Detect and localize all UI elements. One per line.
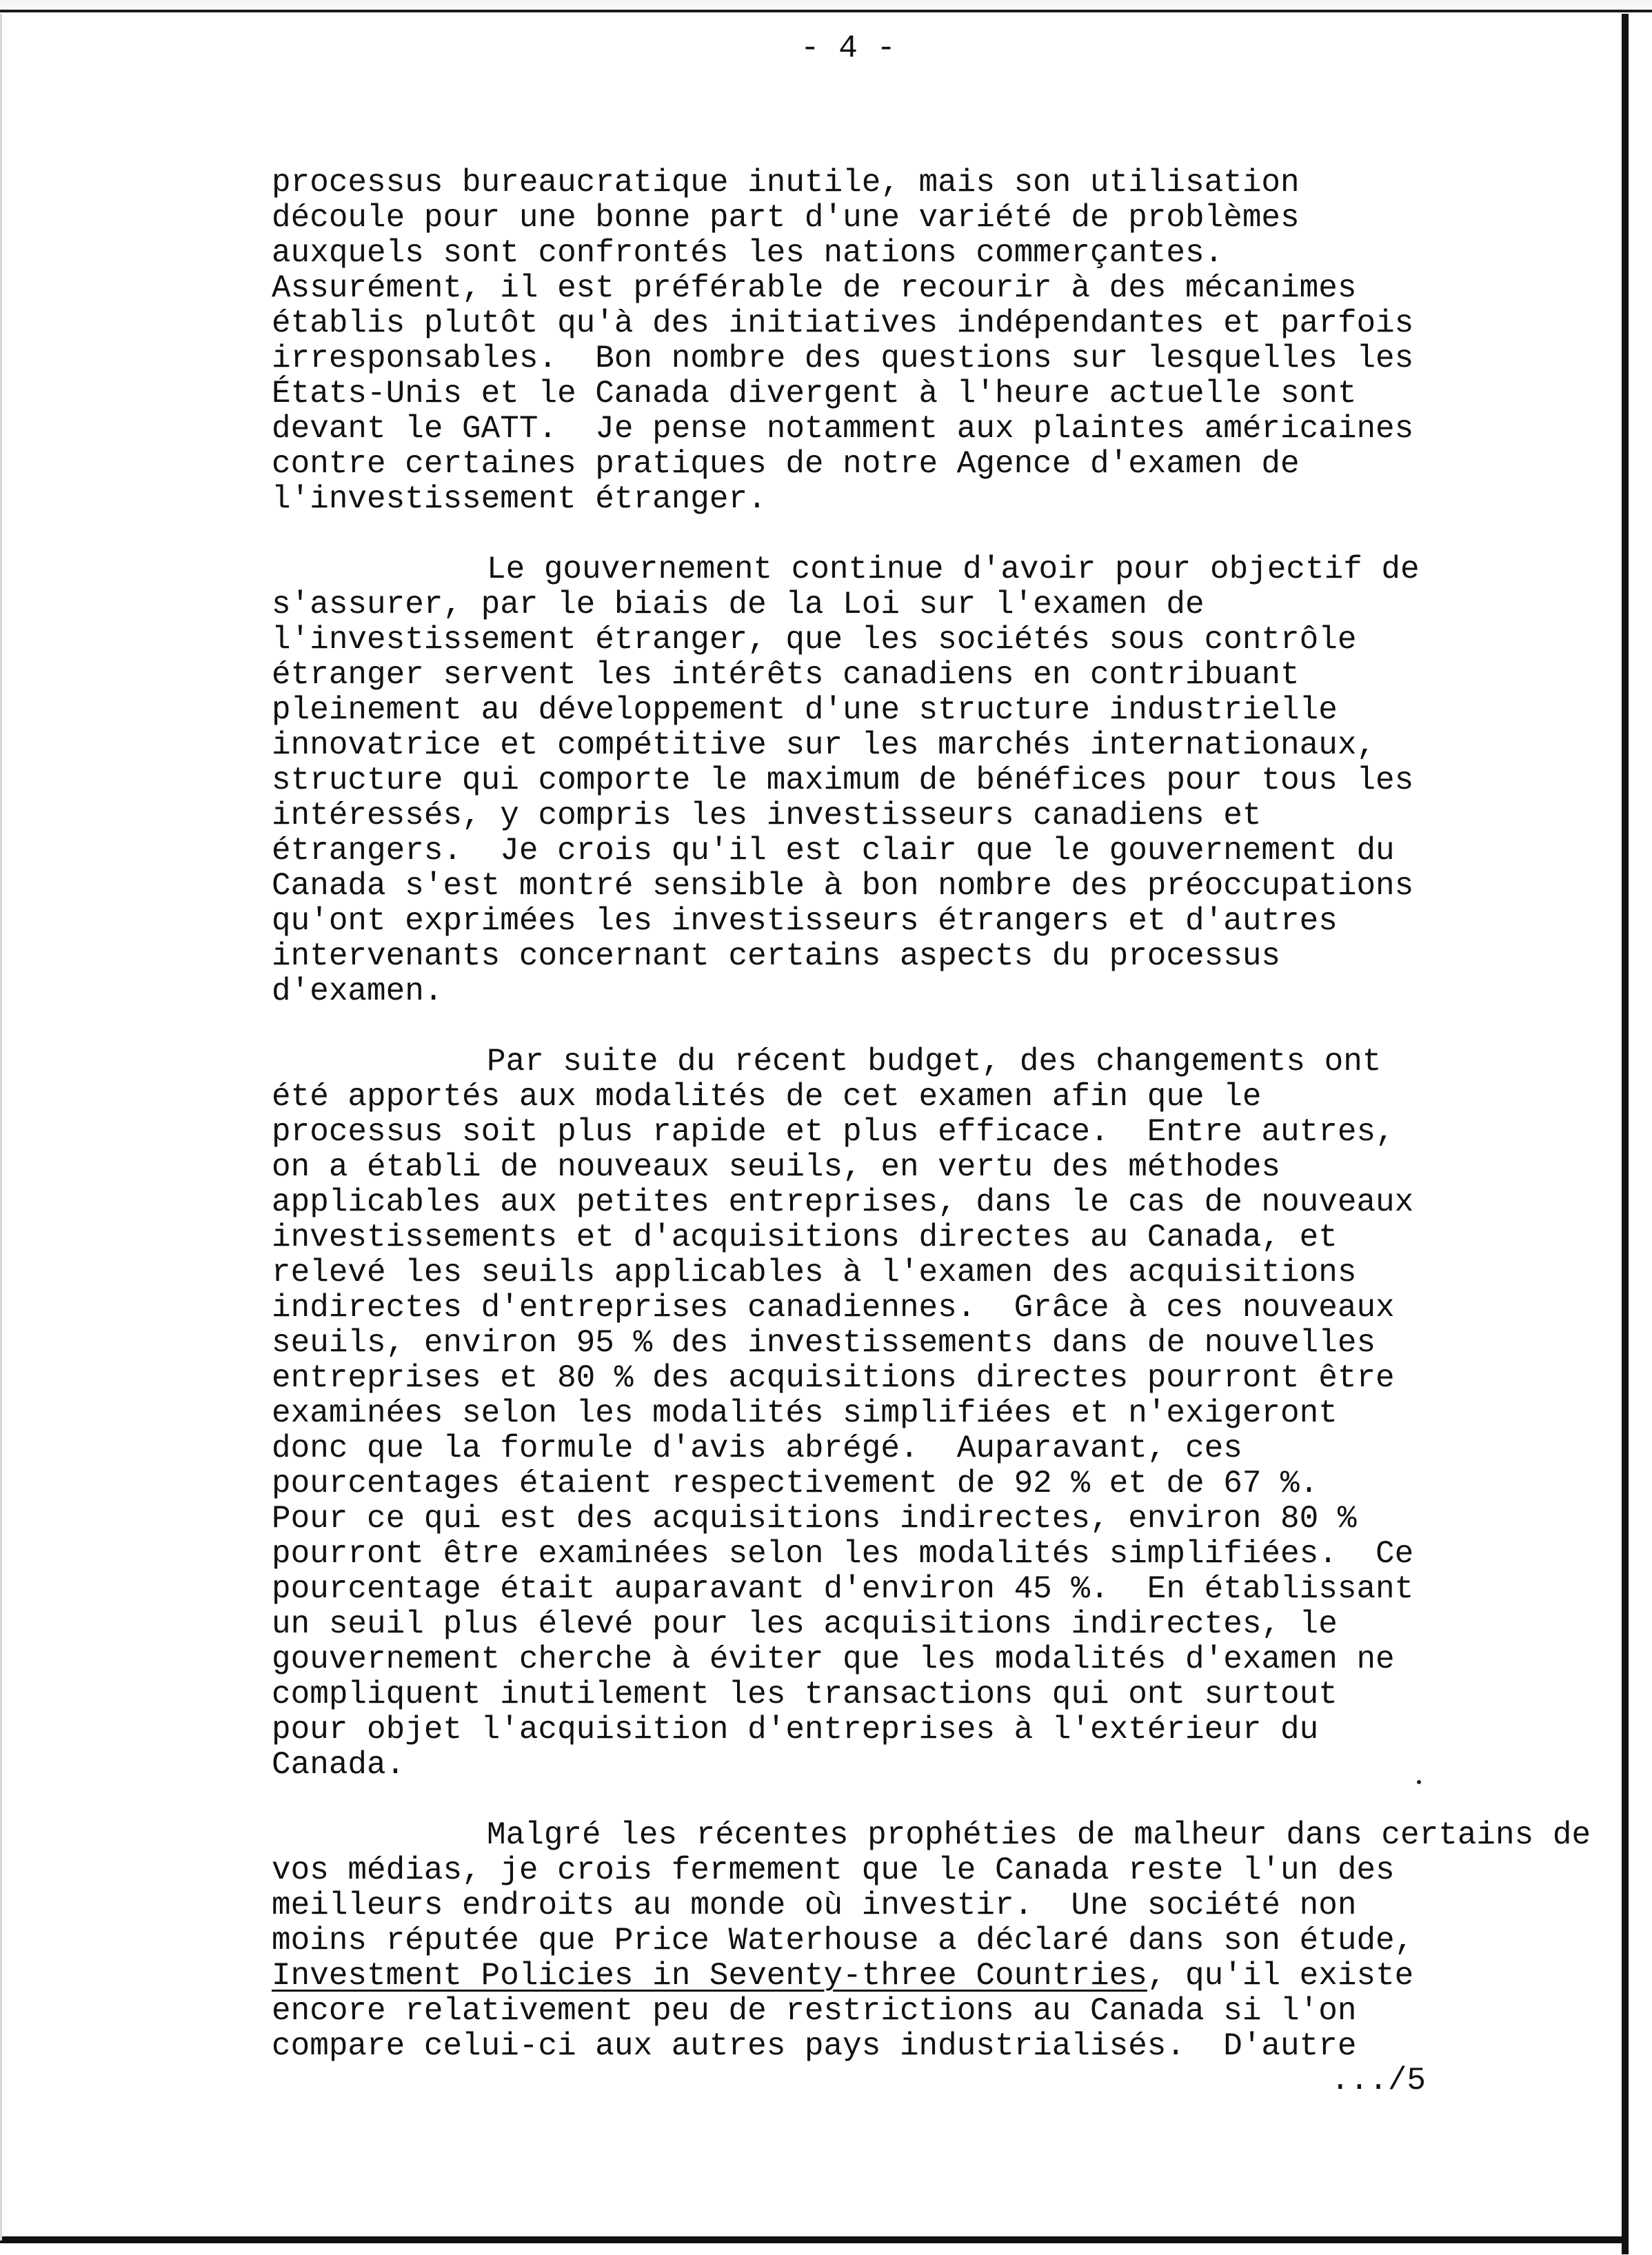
document-body (272, 165, 1591, 2064)
text-line: compare celui-ci aux autres pays industrialisés. D'autre (272, 2028, 1357, 2064)
continuation-marker: .../5 (1331, 2063, 1427, 2099)
paragraph-2 (272, 552, 1533, 1009)
text-line: pourcentages étaient respectivement de 92 % et de 67 %. (272, 1466, 1319, 1501)
text-line: entreprises et 80 % des acquisitions directes pourront être (272, 1360, 1395, 1396)
text-line: vos médias, je crois fermement que le Canada reste l'un des (272, 1852, 1395, 1888)
text-line: établis plutôt qu'à des initiatives indépendantes et parfois (272, 305, 1414, 341)
text-line: investissements et d'acquisitions directes au Canada, et (272, 1220, 1338, 1255)
text-line: l'investissement étranger. (272, 481, 767, 517)
text-line: processus bureaucratique inutile, mais son utilisation (272, 165, 1300, 201)
text-line: intéressés, y compris les investisseurs canadiens et (272, 798, 1262, 833)
paragraph-4 (272, 1817, 1591, 2064)
text-line: gouvernement cherche à éviter que les modalités d'examen ne (272, 1641, 1395, 1677)
text-line: été apportés aux modalités de cet examen afin que le (272, 1079, 1262, 1115)
scan-border-right (1622, 14, 1629, 2254)
scan-border-top (0, 10, 1652, 12)
text-line: devant le GATT. Je pense notamment aux plaintes américaines (272, 411, 1414, 447)
text-line: relevé les seuils applicables à l'examen des acquisitions (272, 1255, 1357, 1291)
paragraph-spacer (272, 1009, 1533, 1044)
text-line: contre certaines pratiques de notre Agence d'examen de (272, 446, 1300, 482)
text-line: moins réputée que Price Waterhouse a déclaré dans son étude, (272, 1923, 1414, 1959)
text-line: pourront être examinées selon les modalités simplifiées. Ce (272, 1536, 1414, 1572)
text-line: innovatrice et compétitive sur les marchés internationaux, (272, 727, 1376, 763)
text-line: processus soit plus rapide et plus efficace. Entre autres, (272, 1114, 1395, 1150)
paragraph-spacer (272, 517, 1533, 552)
text-line: applicables aux petites entreprises, dans le cas de nouveaux (272, 1184, 1414, 1220)
scan-border-bottom (0, 2236, 1627, 2243)
scan-border-left (0, 14, 2, 2241)
text-line: Pour ce qui est des acquisitions indirectes, environ 80 % (272, 1501, 1357, 1537)
text-line: donc que la formule d'avis abrégé. Auparavant, ces (272, 1430, 1242, 1466)
text-line: meilleurs endroits au monde où investir. Une société non (272, 1888, 1357, 1923)
text-line: intervenants concernant certains aspects du processus (272, 938, 1281, 974)
text-line: compliquent inutilement les transactions qui ont surtout (272, 1677, 1338, 1712)
text-line: étranger servent les intérêts canadiens en contribuant (272, 657, 1300, 693)
text-line: étrangers. Je crois qu'il est clair que le gouvernement du (272, 833, 1395, 869)
text-line: pleinement au développement d'une structure industrielle (272, 692, 1338, 728)
text-line-with-title (272, 1959, 1533, 1994)
text-line: Par suite du récent budget, des changements ont (487, 1044, 1382, 1080)
text-line: irresponsables. Bon nombre des questions sur lesquelles les (272, 341, 1414, 376)
text-line: découle pour une bonne part d'une variété de problèmes (272, 200, 1300, 236)
text-line: auxquels sont confrontés les nations commerçantes. (272, 235, 1224, 271)
paragraph-1 (272, 165, 1533, 517)
text-line: s'assurer, par le biais de la Loi sur l'examen de (272, 587, 1205, 623)
text-line: l'investissement étranger, que les sociétés sous contrôle (272, 622, 1357, 658)
text-line: structure qui comporte le maximum de bénéfices pour tous les (272, 762, 1414, 798)
text-line: pour objet l'acquisition d'entreprises à l'extérieur du (272, 1712, 1319, 1748)
text-line: un seuil plus élevé pour les acquisitions indirectes, le (272, 1606, 1338, 1642)
paragraph-spacer (272, 1783, 1533, 1818)
text-line: on a établi de nouveaux seuils, en vertu des méthodes (272, 1149, 1281, 1185)
scan-top-shadow (0, 0, 1652, 15)
text-line: Malgré les récentes prophéties de malheur dans certains de (487, 1817, 1591, 1853)
publication-title-suffix: , qu'il existe (1147, 1958, 1414, 1994)
text-line: Canada. (272, 1747, 405, 1783)
text-line: encore relativement peu de restrictions au Canada si l'on (272, 1993, 1357, 2029)
page-number: - 4 - (800, 30, 896, 66)
text-line: Assurément, il est préférable de recourir à des mécanimes (272, 270, 1357, 306)
text-line: qu'ont exprimées les investisseurs étrangers et d'autres (272, 903, 1338, 939)
paragraph-3 (272, 1044, 1533, 1783)
text-line: États-Unis et le Canada divergent à l'heure actuelle sont (272, 376, 1357, 412)
text-line: examinées selon les modalités simplifiées et n'exigeront (272, 1395, 1338, 1431)
text-line: indirectes d'entreprises canadiennes. Grâce à ces nouveaux (272, 1290, 1395, 1326)
text-line: seuils, environ 95 % des investissements dans de nouvelles (272, 1325, 1376, 1361)
text-line: pourcentage était auparavant d'environ 45 %. En établissant (272, 1571, 1414, 1607)
text-line: Le gouvernement continue d'avoir pour objectif de (487, 552, 1420, 587)
text-line: d'examen. (272, 973, 443, 1009)
text-line: Canada s'est montré sensible à bon nombre des préoccupations (272, 868, 1414, 904)
publication-title: Investment Policies in Seventy-three Countries (272, 1958, 1147, 1994)
